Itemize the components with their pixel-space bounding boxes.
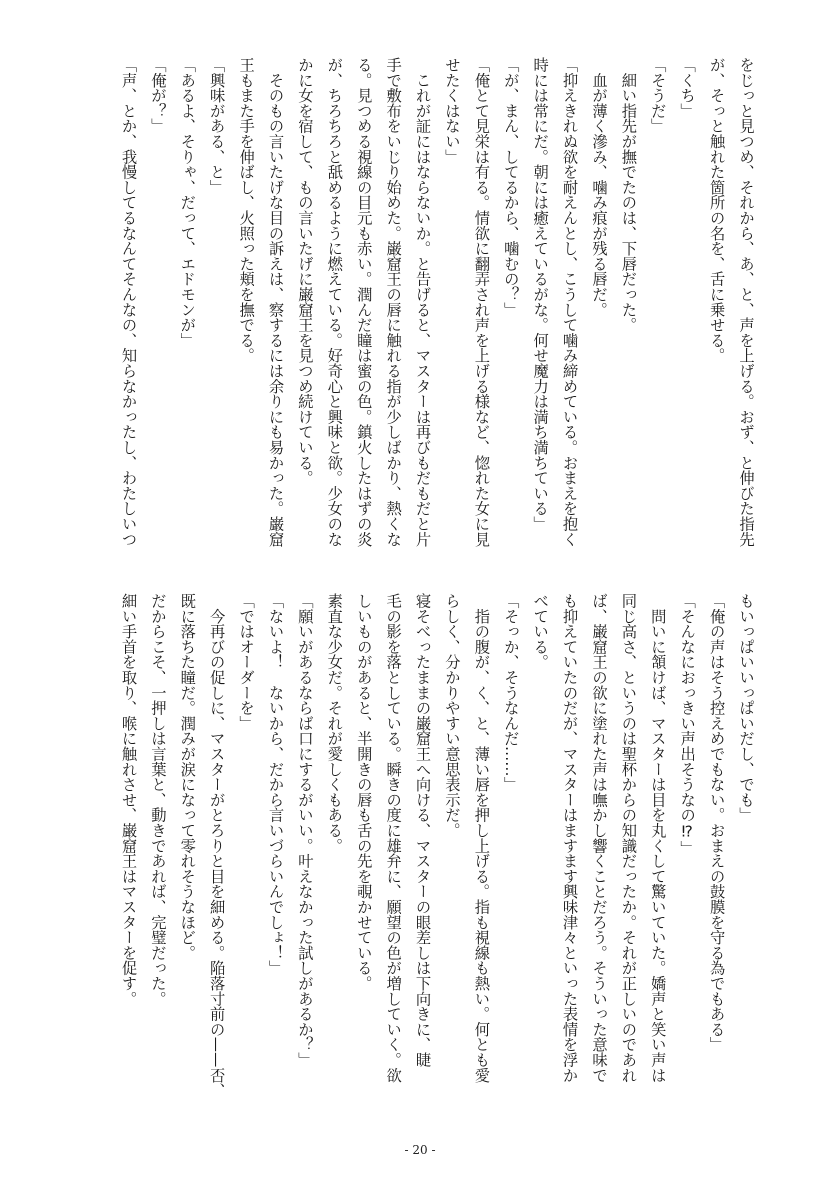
text-line: 問いに頷けば、マスターは目を丸くして驚いていた。嬌声と笑い声は — [648, 593, 667, 1083]
text-line: そのもの言いたげな目の訴えは、察するには余りにも易かった。巌窟 — [266, 57, 285, 547]
text-line: ば、巌窟王の欲に塗れた声は嘸かし響くことだろう。そういった意味で — [589, 593, 608, 1083]
text-line: せたくはない」 — [442, 57, 461, 165]
text-line: も抑えていたのだが、マスターはますます興味津々といった表情を浮か — [560, 593, 579, 1083]
text-line: 時には常にだ。朝には癒えているがな。何せ魔力は満ち満ちている」 — [531, 57, 550, 532]
text-line: かに女を宿して、もの言いたげに巌窟王を見つめ続けている。 — [295, 57, 314, 486]
text-line: 「声、とか、我慢してるなんてそんなの、知らなかったし、わたしいつ — [119, 57, 138, 547]
text-line: が、ちろちろと舐めるように燃えている。好奇心と興味と欲。少女のな — [325, 57, 344, 547]
text-line: もいっぱいいっぱいだし、でも」 — [737, 593, 755, 823]
text-line: 「ないよ！ ないから、だから言いづらいんでしょ！」 — [266, 593, 285, 976]
text-line: だからこそ、一押しは言葉と、動きであれば、完璧だった。 — [148, 593, 167, 1007]
text-block-lower — [113, 593, 760, 1098]
text-line: 素直な少女だ。それが愛しくもある。 — [325, 593, 344, 854]
text-line: が、そっと触れた箇所の名を、舌に乗せる。 — [707, 57, 726, 363]
text-line: べている。 — [531, 593, 550, 670]
text-line: 「が、まん、してるから、噛むの？」 — [501, 57, 520, 318]
text-line: 細い手首を取り、喉に触れさせ、巌窟王はマスターを促す。 — [119, 593, 138, 1007]
text-line: 毛の影を落としている。瞬きの度に雄弁に、願望の色が増していく。欲 — [384, 593, 403, 1083]
text-line: 「願いがあるならば口にするがいい。叶えなかった試しがあるか？」 — [295, 593, 314, 1068]
text-line: 王もまた手を伸ばし、火照った頬を撫でる。 — [237, 57, 256, 363]
text-line: 指の腹が、く、と、薄い唇を押し上げる。指も視線も熱い。何とも愛 — [472, 593, 491, 1083]
text-line: 「そんなにおっきい声出そうなの⁉」 — [678, 593, 697, 856]
text-line: 「あるよ、そりゃ、だって、エドモンが」 — [178, 57, 197, 348]
page-number: - 20 - — [404, 1143, 436, 1157]
text-line: 寝そべったままの巌窟王へ向ける、マスターの眼差しは下向きに、睫 — [413, 593, 432, 1068]
text-line: 「俺の声はそう控えめでもない。おまえの鼓膜を守る為でもある」 — [707, 593, 726, 1052]
text-line: しいものがあると、半開きの唇も舌の先を覗かせている。 — [354, 593, 373, 991]
text-line: らしく、分かりやすい意思表示だ。 — [442, 593, 461, 838]
text-line: 「抑えきれぬ欲を耐えんとし、こうして噛み締めている。おまえを抱く — [560, 57, 579, 547]
text-line: 手で敷布をいじり始めた。巌窟王の唇に触れる指が少しばかり、熱くな — [384, 57, 403, 547]
text-line: をじっと見つめ、それから、あ、と、声を上げる。おず、と伸びた指先 — [737, 57, 755, 547]
text-line: 「そうだ」 — [648, 57, 667, 134]
text-line: 「くち」 — [678, 57, 697, 119]
text-line: 「そっか、そうなんだ……」 — [501, 593, 520, 792]
text-line: 「興味がある、と」 — [207, 57, 226, 195]
text-line: 血が薄く滲み、噛み痕が残る唇だ。 — [589, 57, 608, 318]
text-line: 「ではオーダーを」 — [237, 593, 256, 731]
text-line: 「俺が？」 — [148, 57, 167, 134]
text-block-upper — [113, 57, 760, 557]
text-line: る。見つめる視線の目元も赤い。潤んだ瞳は蜜の色。鎮火したはずの炎 — [354, 57, 373, 547]
text-line: 「俺とて見栄は有る。情欲に翻弄され声を上げる様など、惚れた女に見 — [472, 57, 491, 547]
text-line: 細い指先が撫でたのは、下唇だった。 — [619, 57, 638, 333]
text-line: 既に落ちた瞳だ。潤みが涙になって零れそうなほど。 — [178, 593, 197, 961]
text-line: 同じ高さ、というのは聖杯からの知識だったか。それが正しいのであれ — [619, 593, 638, 1083]
text-line: これが証にはならないか。と告げると、マスターは再びもだもだと片 — [413, 57, 432, 547]
text-line: 今再びの促しに、マスターがとろりと目を細める。陥落寸前の——否、 — [207, 593, 226, 1098]
